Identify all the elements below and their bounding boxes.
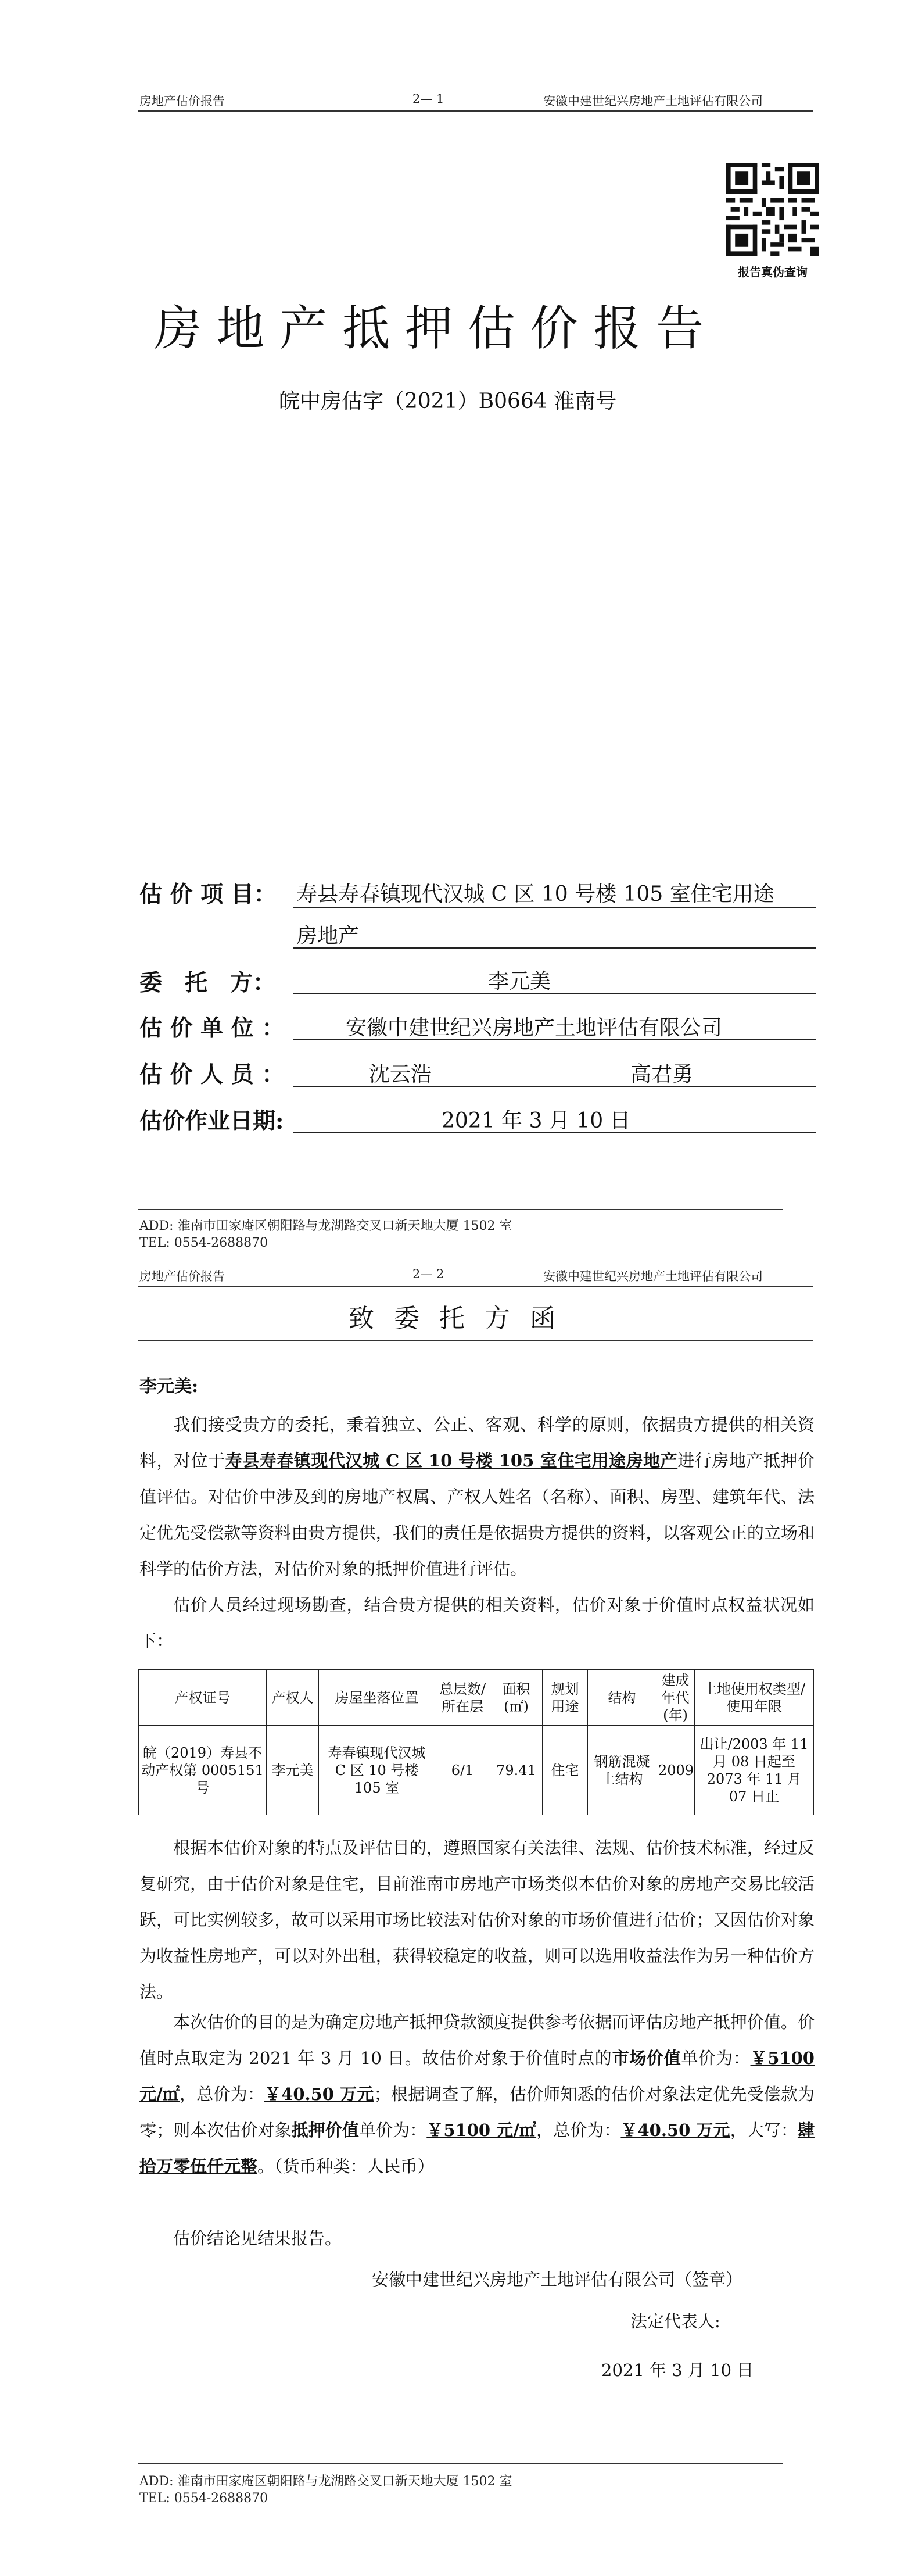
date-value: 2021 年 3 月 10 日 [442, 1109, 631, 1133]
p4-text-o: 。（货币种类：人民币） [257, 2156, 435, 2176]
page1-header-rule [138, 110, 813, 112]
page2-footer-address: ADD: 淮南市田家庵区朝阳路与龙湖路交叉口新天地大厦 1502 室 [139, 2474, 512, 2489]
table-header-cell: 土地使用权类型/使用年限 [695, 1670, 814, 1726]
mortgage-total-price: ￥40.50 万元 [620, 2120, 730, 2140]
qr-caption: 报告真伪查询 [738, 265, 808, 279]
property-rights-table [138, 1669, 814, 1815]
table-cell-structure: 钢筋混凝土结构 [588, 1726, 656, 1815]
project-underline-2 [293, 947, 816, 949]
table-header-cell: 房屋坐落位置 [319, 1670, 435, 1726]
table-cell-area: 79.41 [490, 1726, 543, 1815]
signature-company: 安徽中建世纪兴房地产土地评估有限公司（签章） [372, 2270, 743, 2289]
paragraph-5: 估价结论见结果报告。 [173, 2228, 342, 2248]
page2-header-rule [138, 1286, 813, 1287]
page1-footer-address: ADD: 淮南市田家庵区朝阳路与龙湖路交叉口新天地大厦 1502 室 [139, 1219, 512, 1233]
table-cell-floors: 6/1 [435, 1726, 490, 1815]
page2-header-right: 安徽中建世纪兴房地产土地评估有限公司 [543, 1269, 763, 1283]
p4-text-g: ；根据调查了解，估价师知悉的估价对象法定优先受偿款为零；则本次估价对象 [139, 2084, 815, 2140]
date-label: 估价作业日期: [139, 1108, 284, 1135]
signature-date: 2021 年 3 月 10 日 [601, 2360, 754, 2380]
market-unit-price: ￥5100 元/㎡ [139, 2048, 815, 2104]
page1-header-left: 房地产估价报告 [139, 94, 225, 108]
paragraph-2: 估价人员经过现场勘查，结合贵方提供的相关资料，估价对象于价值时点权益状况如下： [139, 1595, 815, 1651]
table-cell-land-use: 出让/2003 年 11 月 08 日起至 2073 年 11 月 07 日止 [695, 1726, 814, 1815]
table-header-cell: 结构 [588, 1670, 656, 1726]
p4-text-k: ，总价为： [536, 2120, 621, 2140]
client-underline [293, 993, 816, 994]
table-header-cell: 总层数/所在层 [435, 1670, 490, 1726]
table-cell-cert-no: 皖（2019）寿县不动产权第 0005151 号 [139, 1726, 267, 1815]
paragraph-1-intro: 我们接受贵方的委托，秉着独立、公正、客观、科学的原则，依据贵方提供的相关资料，对位于 [139, 1415, 815, 1471]
unit-underline [293, 1039, 816, 1040]
table-header-cell: 建成年代(年) [656, 1670, 695, 1726]
market-value-label: 市场价值 [612, 2048, 681, 2068]
property-address-highlight: 寿县寿春镇现代汉城 C 区 10 号楼 105 室住宅用途房地产 [225, 1451, 678, 1471]
page2-header-page-number: 2— 2 [412, 1267, 444, 1281]
p4-text-a: 本次估价的目的是为确定房地产抵押贷款额度提供参考依据而评估房地产抵押价值。价值时点取定为 2021 年 3 月 10 日。故估价对象于价值时点的 [139, 2012, 815, 2068]
staff-value-1: 沈云浩 [369, 1062, 432, 1086]
paragraph-3: 根据本估价对象的特点及评估目的，遵照国家有关法律、法规、估价技术标准，经过反复研究，由于估价对象是住宅，目前淮南市房地产市场类似本估价对象的房地产交易比较活跃，可比实例较多，故可以采用市场比较法对估价对象的市场价值进行估价；又因估价对象为收益性房地产，可以对外出租，获得较稳定的收益，则可以选用收益法作为另一种估价方法。 [139, 1838, 815, 2002]
amount-in-words: 肆拾万零伍仟元整 [139, 2120, 815, 2176]
date-underline [293, 1132, 816, 1133]
page1-header-page-number: 2— 1 [412, 92, 444, 106]
p4-text-i: 单价为： [358, 2120, 427, 2140]
staff-label: 估 价 人 员 ： [139, 1061, 285, 1088]
unit-value: 安徽中建世纪兴房地产土地评估有限公司 [346, 1016, 723, 1040]
project-value-line1: 寿县寿春镇现代汉城 C 区 10 号楼 105 室住宅用途 [296, 882, 774, 906]
p4-text-c: 单价为： [681, 2048, 751, 2068]
report-document-number: 皖中房估字（2021）B0664 淮南号 [279, 389, 617, 413]
paragraph-1-body: 进行房地产抵押价值评估。对估价中涉及到的房地产权属、产权人姓名（名称）、面积、房型、建筑年代、法定优先受偿款等资料由贵方提供，我们的责任是依据贵方提供的资料，以客观公正的立场和科学的估价方法，对估价对象的抵押价值进行评估。 [139, 1451, 815, 1579]
unit-label: 估 价 单 位 ： [139, 1015, 285, 1042]
p4-text-e: ，总价为： [180, 2084, 264, 2104]
table-header-row [139, 1670, 814, 1726]
paragraph-1 [139, 1407, 815, 1587]
staff-value-2: 高君勇 [630, 1062, 694, 1086]
table-row [139, 1726, 814, 1815]
project-label: 估 价 项 目： [139, 881, 277, 908]
table-header-cell: 面积(㎡) [490, 1670, 543, 1726]
market-total-price: ￥40.50 万元 [264, 2084, 374, 2104]
page2-footer-rule [138, 2463, 783, 2464]
letter-title-rule [138, 1340, 813, 1341]
staff-underline [293, 1086, 816, 1087]
table-cell-owner: 李元美 [267, 1726, 319, 1815]
paragraph-4 [139, 2004, 815, 2184]
project-underline-1 [293, 907, 816, 908]
signature-legal-representative: 法定代表人: [630, 2312, 720, 2331]
mortgage-value-label: 抵押价值 [291, 2120, 359, 2140]
table-cell-year: 2009 [656, 1726, 695, 1815]
table-cell-use: 住宅 [543, 1726, 588, 1815]
page2-header-left: 房地产估价报告 [139, 1269, 225, 1283]
table-header-cell: 产权证号 [139, 1670, 267, 1726]
letter-title: 致委托方函 [349, 1304, 575, 1333]
qr-code-icon[interactable] [726, 163, 819, 256]
report-title: 房地产抵押估价报告 [154, 301, 719, 356]
letter-salutation: 李元美: [139, 1376, 199, 1397]
table-header-cell: 规划用途 [543, 1670, 588, 1726]
page2-footer-tel: TEL: 0554-2688870 [139, 2491, 268, 2506]
page1-footer-rule [138, 1209, 783, 1210]
table-cell-location: 寿春镇现代汉城 C 区 10 号楼 105 室 [319, 1726, 435, 1815]
project-value-line2: 房地产 [296, 924, 360, 948]
table-header-cell: 产权人 [267, 1670, 319, 1726]
mortgage-unit-price: ￥5100 元/㎡ [426, 2120, 537, 2140]
p4-text-m: ，大写： [730, 2120, 798, 2140]
client-value: 李元美 [488, 969, 551, 993]
client-label: 委 托 方： [139, 969, 276, 996]
page1-header-right: 安徽中建世纪兴房地产土地评估有限公司 [543, 94, 763, 108]
page1-footer-tel: TEL: 0554-2688870 [139, 1236, 268, 1250]
